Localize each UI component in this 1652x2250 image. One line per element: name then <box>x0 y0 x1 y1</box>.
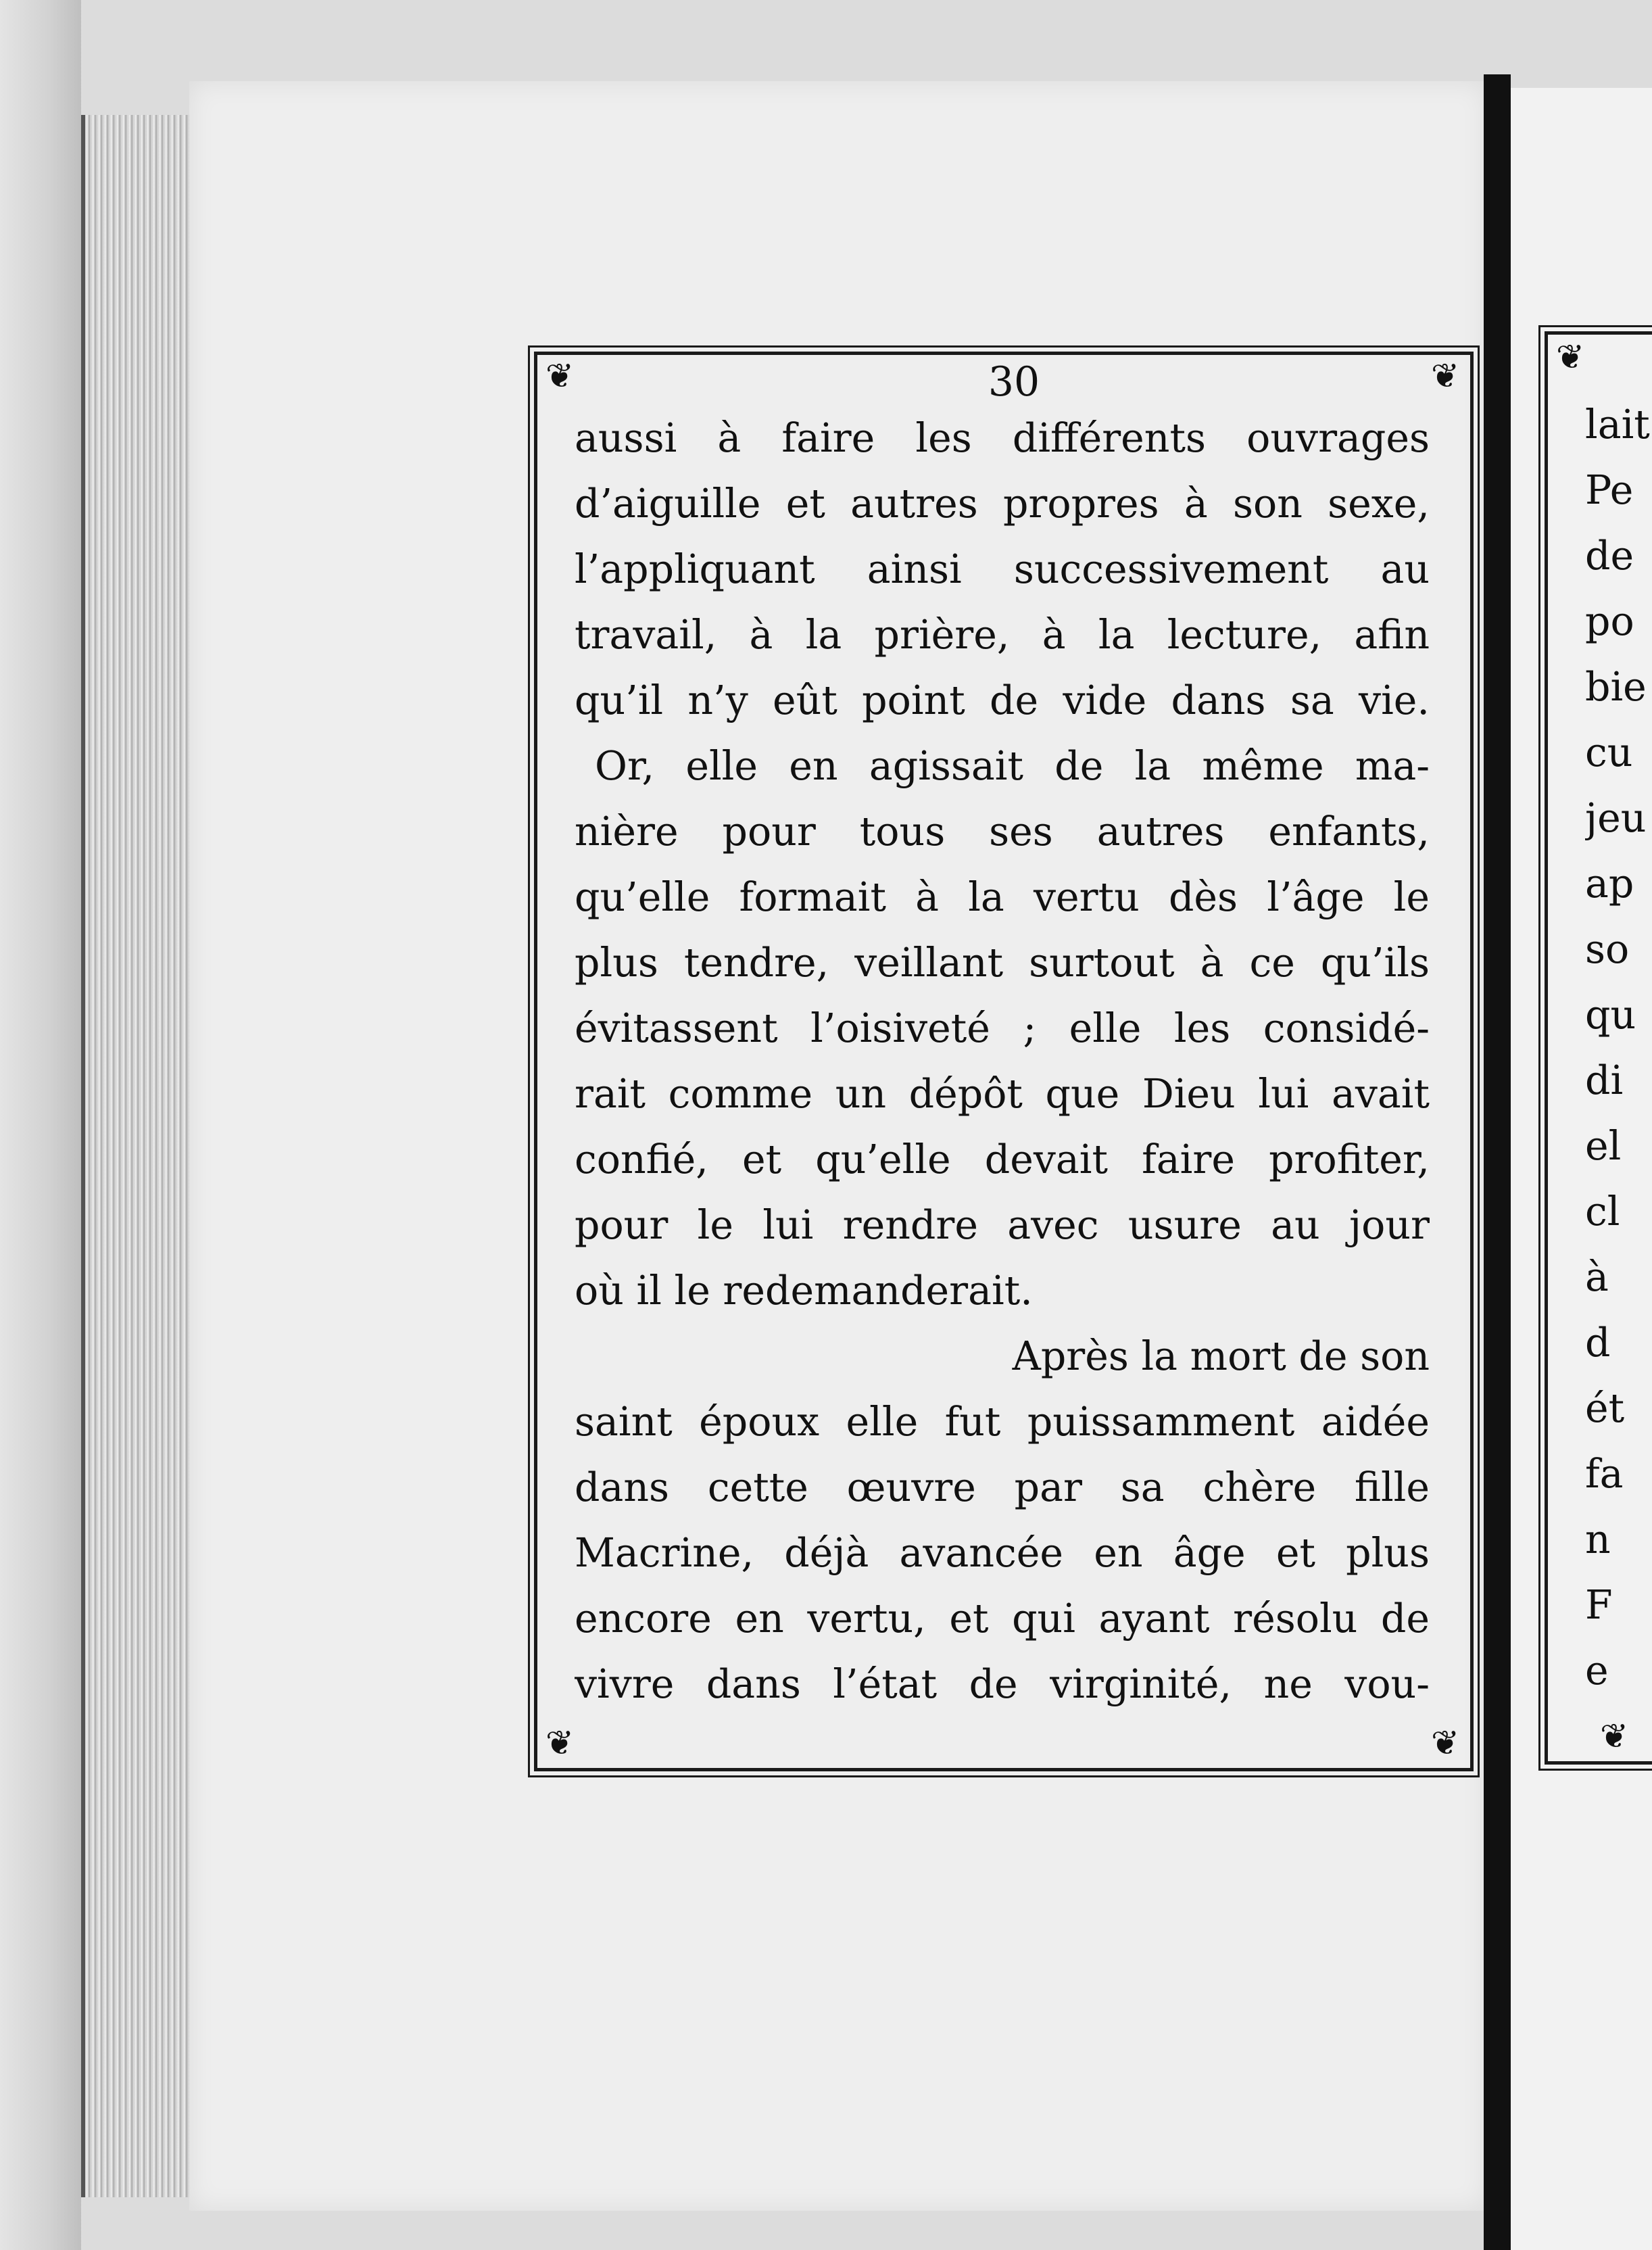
text-line: pour le lui rendre avec usure au jour <box>575 1202 1430 1248</box>
corner-ornament-icon: ❦ <box>1556 337 1584 377</box>
corner-ornament-icon: ❦ <box>545 356 574 396</box>
corner-ornament-icon: ❦ <box>1600 1717 1628 1756</box>
text-fragment: F <box>1585 1582 1613 1628</box>
text-line: qu’il n’y eût point de vide dans sa vie. <box>575 677 1430 723</box>
text-fragment: di <box>1585 1057 1624 1103</box>
text-fragment: à <box>1585 1254 1609 1300</box>
text-fragment: cl <box>1585 1189 1620 1235</box>
text-fragment: po <box>1585 598 1634 644</box>
corner-ornament-icon: ❦ <box>1431 356 1459 396</box>
text-line: qu’elle formait à la vertu dès l’âge le <box>575 874 1430 920</box>
corner-ornament-icon: ❦ <box>545 1723 574 1763</box>
body-text <box>575 406 1430 1717</box>
text-line: encore en vertu, et qui ayant résolu de <box>575 1596 1430 1642</box>
text-line: Après la mort de son <box>1012 1333 1430 1379</box>
text-fragment: lait <box>1585 402 1650 448</box>
text-fragment: Pe <box>1585 467 1634 513</box>
text-line: où il le redemanderait. <box>575 1268 1033 1314</box>
text-line: Macrine, déjà avancée en âge et plus <box>575 1530 1430 1576</box>
page-edges <box>81 115 193 2197</box>
text-fragment: jeu <box>1585 795 1647 841</box>
text-fragment: qu <box>1585 992 1636 1038</box>
text-fragment: n <box>1585 1516 1611 1562</box>
text-line: nière pour tous ses autres enfants, <box>575 809 1430 855</box>
text-line: vivre dans l’état de virginité, ne vou- <box>575 1661 1430 1707</box>
page-number: 30 <box>988 358 1040 406</box>
right-page-text <box>1585 392 1652 1704</box>
text-line: saint époux elle fut puissamment aidée <box>575 1399 1430 1445</box>
text-fragment: el <box>1585 1123 1622 1169</box>
text-line: confié, et qu’elle devait faire profiter, <box>575 1136 1430 1182</box>
text-fragment: bie <box>1585 664 1647 710</box>
text-fragment: cu <box>1585 729 1633 775</box>
text-line: l’appliquant ainsi successivement au <box>575 546 1430 592</box>
text-line: évitassent l’oisiveté ; elle les considé- <box>575 1005 1430 1051</box>
text-fragment: d <box>1585 1320 1611 1366</box>
text-fragment: so <box>1585 926 1630 972</box>
corner-ornament-icon: ❦ <box>1431 1723 1459 1763</box>
text-fragment: de <box>1585 533 1634 579</box>
text-line: plus tendre, veillant surtout à ce qu’ils <box>575 940 1430 986</box>
text-fragment: ap <box>1585 861 1634 907</box>
text-fragment: ét <box>1585 1385 1625 1431</box>
text-line: aussi à faire les différents ouvrages <box>575 415 1430 461</box>
text-line: Or, elle en agissait de la même ma- <box>595 743 1430 789</box>
text-line: travail, à la prière, à la lecture, afin <box>575 612 1430 658</box>
text-fragment: e <box>1585 1648 1609 1694</box>
text-line: d’aiguille et autres propres à son sexe, <box>575 481 1430 527</box>
text-line: dans cette œuvre par sa chère fille <box>575 1464 1430 1510</box>
text-fragment: fa <box>1585 1451 1624 1497</box>
book-gutter <box>1484 74 1511 2250</box>
scan-edge <box>0 0 81 2250</box>
text-line: rait comme un dépôt que Dieu lui avait <box>575 1071 1430 1117</box>
